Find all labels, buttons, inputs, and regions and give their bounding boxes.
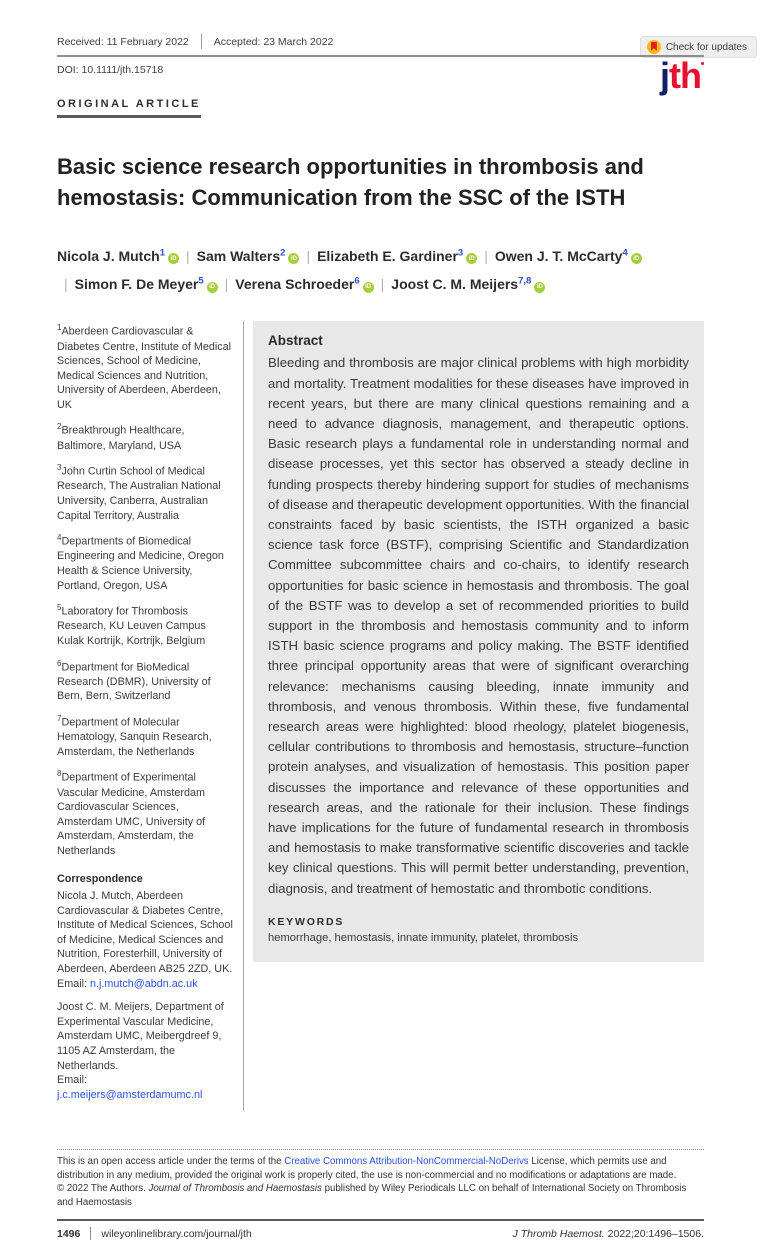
author: Sam Walters$^2$iD <box>197 248 300 264</box>
footer-divider <box>90 1227 91 1240</box>
keywords-heading: KEYWORDS <box>268 915 345 928</box>
received-date: Received: 11 February 2022 <box>57 35 189 48</box>
author-affiliation-sup: 2 <box>280 247 286 258</box>
affiliation: $^3$John Curtin School of Medical Research, The Australian National University, Canberra, Australian Capital Territory, Australia <box>57 463 221 522</box>
abstract-heading: Abstract <box>268 333 323 349</box>
correspondence-heading: Correspondence <box>57 873 143 886</box>
logo-trademark-dot <box>701 62 704 65</box>
orcid-icon[interactable]: iD <box>207 282 218 293</box>
dates-row <box>57 34 704 57</box>
author: Verena Schroeder$^6$iD <box>235 276 373 292</box>
affiliation: $^2$Breakthrough Healthcare, Baltimore, Maryland, USA <box>57 422 185 452</box>
affiliation: $^1$Aberdeen Cardiovascular & Diabetes Centre, Institute of Medical Sciences, School of Medicine, Medical Sciences and Nutrition, University of Aberdeen, Aberdeen, UK <box>57 323 232 411</box>
author-separator: | <box>380 276 385 293</box>
orcid-icon[interactable]: iD <box>288 253 299 264</box>
affiliation: $^4$Departments of Biomedical Engineering and Medicine, Oregon Health & Science University, Portland, Oregon, USA <box>57 533 224 592</box>
logo-letter-j: j <box>660 55 670 96</box>
author-affiliation-sup: 7,8 <box>518 275 532 287</box>
orcid-icon[interactable]: iD <box>534 282 545 293</box>
affiliation: $^8$Department of Experimental Vascular Medicine, Amsterdam Cardiovascular Sciences, Amsterdam UMC, University of Amsterdam, Amsterdam, the Netherlands <box>57 769 206 857</box>
page-title: Basic science research opportunities in thrombosis and hemostasis: Communication from the SSC of the ISTH <box>57 154 644 210</box>
author-affiliation-sup: 3 <box>457 247 464 258</box>
affiliation: $^6$Department for BioMedical Research (DBMR), University of Bern, Bern, Switzerland <box>57 658 211 703</box>
page-footer-bar <box>57 1219 704 1240</box>
author-affiliation-sup: 1 <box>159 247 165 258</box>
article-type-label: ORIGINAL ARTICLE <box>57 98 201 118</box>
abstract-body: Bleeding and thrombosis are major clinical problems with high morbidity and mortality. Treatment modalities for these diseases have improved in recent years, but there are many clinical questions remaining and a need to advance diagnosis, management, and therapeutic options. Basic research plays a fundamental role in understanding normal and disease processes, yet this sector has observed a steady decline in funding prospects thereby hindering support for studies of mechanisms of disease and therapeutic development opportunities. With the financial constraints faced by basic scientists, the ISTH organized a basic science task force (BSTF), comprising Scientific and Standardization Committee subcommittee chairs and co-chairs, to identify research opportunities for basic science in hemostasis and thrombosis. The goal of the BSTF was to develop a set of recommended priorities to build support in the thrombosis and hemostasis community and to inform ISTH basic science programs and policy making. The BSTF identified three principal opportunity areas that were of significant overarching relevance: mechanisms causing bleeding, innate immunity and thrombosis, and venous thrombosis. Within these, five fundamental research areas were highlighted: blood rheology, platelet biogenesis, cellular contributions to thrombosis and hemostasis, structure–function protein analyses, and visualization of hemostasis. This position paper discusses the importance and relevance of these opportunities and research areas, and the rationale for their inclusion. These findings have implications for the future of fundamental research in thrombosis and hemostasis to make transformative scientific discoveries and tackle key clinical questions. This will permit better understanding, prevention, diagnosis, and treatment of hemostatic and thrombotic conditions. <box>268 355 689 896</box>
author: Nicola J. Mutch$^1$iD <box>57 248 179 264</box>
email-link[interactable]: j.c.meijers@amsterdamumc.nl <box>57 1088 203 1101</box>
author: Elizabeth E. Gardiner$^3$iD <box>317 248 477 264</box>
author-separator: | <box>484 247 488 264</box>
author-separator: | <box>306 247 311 264</box>
author-separator: | <box>64 276 68 293</box>
article-header <box>57 34 704 118</box>
abstract-section <box>253 321 704 961</box>
orcid-icon[interactable]: iD <box>168 253 179 264</box>
author: Owen J. T. McCarty$^4$iD <box>495 248 642 264</box>
check-for-updates-label: Check for updates <box>665 41 747 53</box>
jth-journal-logo <box>660 55 704 96</box>
author-affiliation-sup: 5 <box>198 275 204 287</box>
dates-divider <box>201 34 202 49</box>
author-list <box>57 240 697 297</box>
orcid-icon[interactable]: iD <box>631 253 642 264</box>
correspondence-entry: Nicola J. Mutch, Aberdeen Cardiovascular & Diabetes Centre, Institute of Medical Sciences, School of Medicine, Medical Sciences and Nutrition, Foresterhill, University of Aberdeen, Aberdeen AB25 2ZD, UK. Email: n.j.mutch@abdn.ac.uk <box>57 890 233 990</box>
doi: DOI: 10.1111/jth.15718 <box>57 64 164 76</box>
page-number: 1496 <box>57 1227 81 1240</box>
journal-name: Journal of Thrombosis and Haemostasis <box>148 1183 322 1195</box>
author-separator: | <box>224 276 229 293</box>
copyright-note: © 2022 The Authors. Journal of Thrombosis and Haemostasis published by Wiley Periodicals LLC on behalf of International Society on Thrombosis and Haemostasis <box>57 1183 687 1208</box>
accepted-date: Accepted: 23 March 2022 <box>213 35 334 48</box>
affiliation: $^5$Laboratory for Thrombosis Research, KU Leuven Campus Kulak Kortrijk, Kortrijk, Belgium <box>57 603 206 647</box>
license-note: This is an open access article under the terms of the Creative Commons Attribution-NonCommercial-NoDerivs License, which permits use and distribution in any medium, provided the original work is properly cited, the use is non-commercial and no modifications or adaptations are made. <box>57 1149 704 1182</box>
affiliations-column <box>57 321 235 1111</box>
author-affiliation-sup: 6 <box>354 275 360 287</box>
correspondence-entry: Joost C. M. Meijers, Department of Experimental Vascular Medicine, Amsterdam UMC, Meibergdreef 9, 1105 AZ Amsterdam, the Netherlands. Email: j.c.meijers@amsterdamumc.nl <box>57 1001 224 1101</box>
journal-url: wileyonlinelibrary.com/journal/jth <box>101 1227 252 1240</box>
author-affiliation-sup: 4 <box>622 247 628 258</box>
column-divider <box>243 321 244 1111</box>
keywords-list: hemorrhage, hemostasis, innate immunity, platelet, thrombosis <box>268 931 579 944</box>
orcid-icon[interactable]: iD <box>466 253 477 264</box>
logo-letters-th: th <box>669 55 701 96</box>
creative-commons-license-link[interactable]: Creative Commons Attribution-NonCommercial-NoDerivs <box>284 1156 529 1168</box>
citation: J Thromb Haemost. 2022;20:1496–1506. <box>512 1227 704 1240</box>
orcid-icon[interactable]: iD <box>363 282 374 293</box>
author: Simon F. De Meyer$^5$iD <box>75 276 218 292</box>
email-link[interactable]: n.j.mutch@abdn.ac.uk <box>90 977 198 990</box>
author: Joost C. M. Meijers$^{7,8}$iD <box>391 276 545 292</box>
affiliation: $^7$Department of Molecular Hematology, Sanquin Research, Amsterdam, the Netherlands <box>57 713 212 758</box>
author-separator: | <box>185 247 190 264</box>
